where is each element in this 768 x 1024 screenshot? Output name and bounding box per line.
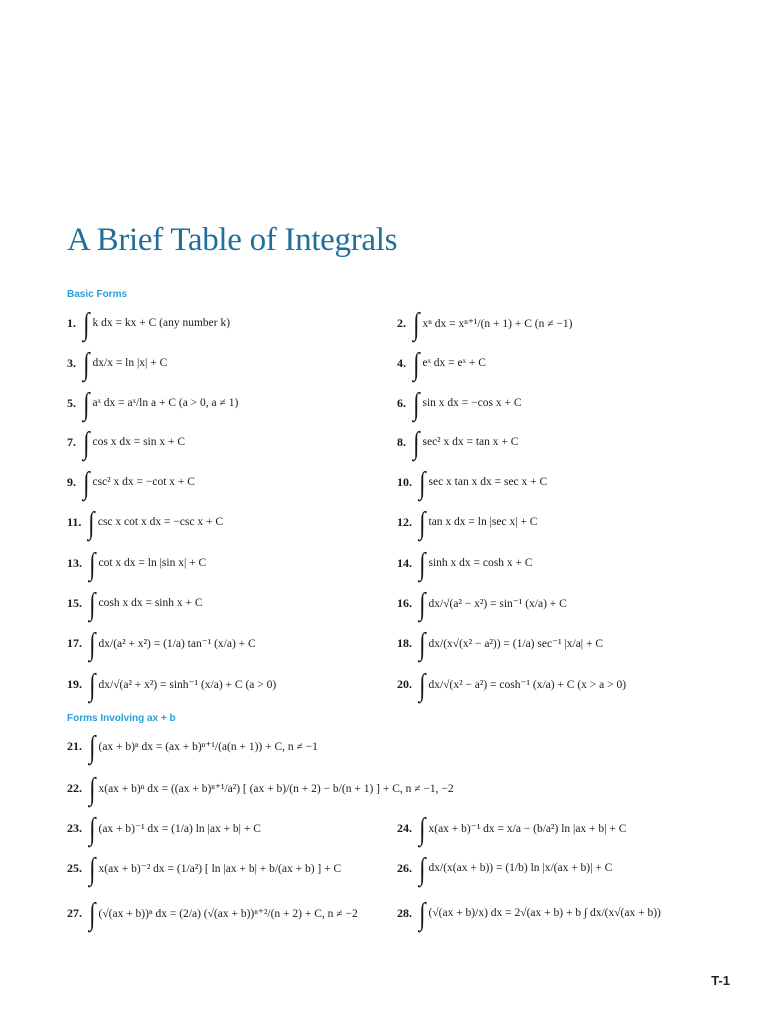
formula-2 — [397, 303, 572, 343]
formula-expression: (√(ax + b))ⁿ dx = (2/a) (√(ax + b))ⁿ⁺²/(n + 2) + C, n ≠ −2 — [98, 908, 358, 920]
formula-expression: dx/√(x² − a²) = cosh⁻¹ (x/a) + C (x > a > 0) — [428, 679, 627, 691]
formula-number: 10. — [397, 474, 412, 489]
formula-17 — [67, 623, 256, 663]
formula-number: 3. — [67, 355, 76, 370]
formula-expression: k dx = kx + C (any number k) — [92, 317, 231, 329]
integral-sign-icon: ∫ — [83, 305, 90, 341]
integral-sign-icon: ∫ — [89, 585, 96, 621]
formula-expression: cot x dx = ln |sin x| + C — [98, 557, 207, 569]
formula-number: 22. — [67, 780, 82, 795]
formula-3 — [67, 343, 167, 383]
formula-expression: sec x tan x dx = sec x + C — [428, 476, 548, 488]
formula-expression: (ax + b)⁻¹ dx = (1/a) ln |ax + b| + C — [98, 823, 261, 835]
formula-number: 4. — [397, 355, 406, 370]
formula-24 — [397, 808, 626, 848]
formula-expression: eˣ dx = eˣ + C — [422, 357, 486, 369]
formula-6 — [397, 383, 522, 423]
formula-22 — [67, 768, 454, 808]
integral-sign-icon: ∫ — [419, 545, 426, 581]
formula-number: 6. — [397, 395, 406, 410]
formula-number: 13. — [67, 555, 82, 570]
formula-expression: x(ax + b)ⁿ dx = ((ax + b)ⁿ⁺¹/a²) [ (ax + b)/(n + 2) − b/(n + 1) ] + C, n ≠ −1, −2 — [98, 783, 454, 795]
section-heading-forms-involving-ax-b: Forms Involving ax + b — [67, 713, 176, 724]
formula-number: 20. — [397, 676, 412, 691]
formula-number: 15. — [67, 595, 82, 610]
formula-15 — [67, 583, 203, 623]
formula-number: 24. — [397, 820, 412, 835]
integral-sign-icon: ∫ — [89, 895, 96, 931]
formula-expression: x(ax + b)⁻¹ dx = x/a − (b/a²) ln |ax + b| + C — [428, 823, 627, 835]
integral-sign-icon: ∫ — [89, 625, 96, 661]
formula-27 — [67, 893, 358, 933]
formula-expression: dx/x = ln |x| + C — [92, 357, 168, 369]
formula-number: 7. — [67, 434, 76, 449]
formula-expression: dx/√(a² + x²) = sinh⁻¹ (x/a) + C (a > 0) — [98, 679, 277, 691]
formula-number: 2. — [397, 315, 406, 330]
formula-4 — [397, 343, 486, 383]
formula-expression: cosh x dx = sinh x + C — [98, 597, 203, 609]
formula-number: 26. — [397, 860, 412, 875]
integral-sign-icon: ∫ — [413, 385, 420, 421]
formula-number: 1. — [67, 315, 76, 330]
formula-number: 5. — [67, 395, 76, 410]
formula-expression: tan x dx = ln |sec x| + C — [428, 516, 538, 528]
formula-12 — [397, 502, 537, 542]
formula-expression: aˣ dx = aˣ/ln a + C (a > 0, a ≠ 1) — [92, 397, 239, 409]
formula-expression: xⁿ dx = xⁿ⁺¹/(n + 1) + C (n ≠ −1) — [422, 318, 573, 330]
integral-sign-icon: ∫ — [419, 464, 426, 500]
formula-expression: x(ax + b)⁻² dx = (1/a²) [ ln |ax + b| + b/(ax + b) ] + C — [98, 863, 342, 875]
formula-26 — [397, 848, 612, 888]
integral-sign-icon: ∫ — [89, 666, 96, 702]
formula-expression: dx/√(a² − x²) = sin⁻¹ (x/a) + C — [428, 598, 567, 610]
integral-sign-icon: ∫ — [83, 385, 90, 421]
formula-number: 16. — [397, 595, 412, 610]
formula-number: 28. — [397, 905, 412, 920]
integral-sign-icon: ∫ — [413, 345, 420, 381]
formula-expression: cos x dx = sin x + C — [92, 436, 186, 448]
formula-5 — [67, 383, 238, 423]
formula-number: 12. — [397, 514, 412, 529]
integral-sign-icon: ∫ — [83, 345, 90, 381]
formula-number: 17. — [67, 635, 82, 650]
formula-number: 14. — [397, 555, 412, 570]
formula-expression: dx/(a² + x²) = (1/a) tan⁻¹ (x/a) + C — [98, 638, 256, 650]
integral-sign-icon: ∫ — [419, 850, 426, 886]
integral-sign-icon: ∫ — [83, 464, 90, 500]
formula-expression: dx/(x(ax + b)) = (1/b) ln |x/(ax + b)| + C — [428, 862, 613, 874]
formula-number: 11. — [67, 514, 82, 529]
formula-expression: sin x dx = −cos x + C — [422, 397, 522, 409]
integral-sign-icon: ∫ — [419, 666, 426, 702]
formula-23 — [67, 808, 261, 848]
integral-sign-icon: ∫ — [419, 625, 426, 661]
formula-20 — [397, 664, 626, 704]
formula-10 — [397, 462, 547, 502]
formula-8 — [397, 422, 518, 462]
integral-sign-icon: ∫ — [89, 850, 96, 886]
formula-25 — [67, 848, 341, 888]
formula-9 — [67, 462, 195, 502]
formula-expression: (√(ax + b)/x) dx = 2√(ax + b) + b ∫ dx/(x√(ax + b)) — [428, 907, 661, 919]
formula-16 — [397, 583, 567, 623]
page-number: T-1 — [711, 973, 730, 988]
formula-number: 19. — [67, 676, 82, 691]
formula-number: 21. — [67, 738, 82, 753]
formula-expression: sec² x dx = tan x + C — [422, 436, 519, 448]
formula-expression: (ax + b)ⁿ dx = (ax + b)ⁿ⁺¹/(a(n + 1)) + C, n ≠ −1 — [98, 741, 318, 753]
integral-sign-icon: ∫ — [419, 810, 426, 846]
formula-number: 9. — [67, 474, 76, 489]
formula-number: 18. — [397, 635, 412, 650]
integral-sign-icon: ∫ — [419, 504, 426, 540]
integral-sign-icon: ∫ — [413, 305, 420, 341]
formula-number: 27. — [67, 905, 82, 920]
formula-18 — [397, 623, 603, 663]
integral-sign-icon: ∫ — [83, 424, 90, 460]
integral-sign-icon: ∫ — [413, 424, 420, 460]
formula-expression: csc x cot x dx = −csc x + C — [97, 516, 224, 528]
page-title: A Brief Table of Integrals — [67, 222, 398, 258]
formula-19 — [67, 664, 276, 704]
formula-13 — [67, 543, 206, 583]
section-heading-basic-forms: Basic Forms — [67, 289, 128, 300]
integral-sign-icon: ∫ — [419, 895, 426, 931]
formula-14 — [397, 543, 533, 583]
integral-sign-icon: ∫ — [89, 545, 96, 581]
formula-21 — [67, 726, 318, 766]
integral-sign-icon: ∫ — [88, 504, 95, 540]
integral-sign-icon: ∫ — [89, 770, 96, 806]
formula-expression: dx/(x√(x² − a²)) = (1/a) sec⁻¹ |x/a| + C — [428, 638, 604, 650]
formula-number: 23. — [67, 820, 82, 835]
formula-expression: sinh x dx = cosh x + C — [428, 557, 533, 569]
integral-sign-icon: ∫ — [89, 810, 96, 846]
integral-sign-icon: ∫ — [419, 585, 426, 621]
formula-1 — [67, 303, 230, 343]
formula-11 — [67, 502, 223, 542]
formula-expression: csc² x dx = −cot x + C — [92, 476, 195, 488]
formula-7 — [67, 422, 185, 462]
formula-number: 25. — [67, 860, 82, 875]
formula-number: 8. — [397, 434, 406, 449]
integral-sign-icon: ∫ — [89, 728, 96, 764]
formula-28 — [397, 893, 661, 933]
